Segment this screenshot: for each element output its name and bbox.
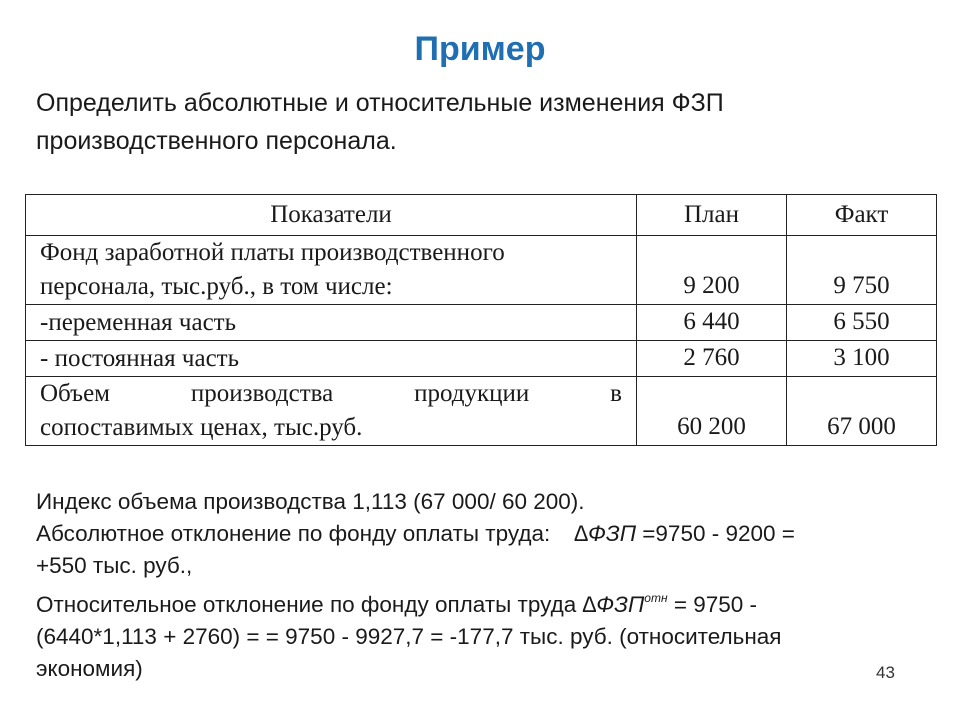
header-indicators: Показатели <box>26 195 637 236</box>
indicator-cell <box>26 305 637 341</box>
table-row <box>26 305 937 341</box>
relative-deviation-calc: = 9750 - <box>667 592 758 617</box>
indicator-line: Объем производства продукции в <box>40 380 622 407</box>
relative-deviation-line <box>36 582 926 621</box>
indicator-line: сопоставимых ценах, тыс.руб. <box>40 414 363 441</box>
delta-fzp-rel-formula: ∆ФЗП <box>582 592 645 617</box>
plan-value: 6 440 <box>637 305 787 341</box>
table-row <box>26 377 937 446</box>
header-fact: Факт <box>787 195 937 236</box>
absolute-deviation-line <box>36 518 926 550</box>
table-header-row <box>26 195 937 236</box>
fact-value: 3 100 <box>787 341 937 377</box>
delta-fzp-formula: ∆ФЗП <box>574 521 637 546</box>
indicator-cell <box>26 377 637 446</box>
plan-value: 9 200 <box>637 236 787 305</box>
plan-value: 60 200 <box>637 377 787 446</box>
task-line-2: производственного персонала. <box>36 127 397 155</box>
absolute-deviation-text: Абсолютное отклонение по фонду оплаты труда: <box>36 521 551 546</box>
indicator-line: -переменная часть <box>40 309 237 336</box>
relative-deviation-text: Относительное отклонение по фонду оплаты труда <box>36 592 583 617</box>
task-statement <box>36 84 936 160</box>
task-line-1: Определить абсолютные и относительные изменения ФЗП <box>36 89 724 117</box>
rel-superscript: отн <box>644 591 668 605</box>
relative-deviation-calc-2: (6440*1,113 + 2760) = = 9750 - 9927,7 = -177,7 тыс. руб. (относительная <box>36 624 782 649</box>
indicator-line: персонала, тыс.руб., в том числе: <box>40 273 393 300</box>
fact-value: 6 550 <box>787 305 937 341</box>
calculation-notes <box>36 486 926 685</box>
index-line: Индекс объема производства 1,113 (67 000/ 60 200). <box>36 489 585 514</box>
table-row <box>26 236 937 305</box>
plan-value: 2 760 <box>637 341 787 377</box>
page-number: 43 <box>876 663 895 682</box>
indicator-cell <box>26 341 637 377</box>
absolute-deviation-result: +550 тыс. руб., <box>36 553 193 578</box>
table-row <box>26 341 937 377</box>
relative-deviation-end: экономия) <box>36 656 143 681</box>
fact-value: 67 000 <box>787 377 937 446</box>
indicators-table <box>25 194 937 446</box>
header-plan: План <box>637 195 787 236</box>
fact-value: 9 750 <box>787 236 937 305</box>
indicator-line: - постоянная часть <box>40 345 239 372</box>
slide-title: Пример <box>414 30 546 68</box>
indicator-line: Фонд заработной платы производственного <box>40 239 505 266</box>
absolute-deviation-calc: =9750 - 9200 = <box>636 521 795 546</box>
indicator-cell <box>26 236 637 305</box>
